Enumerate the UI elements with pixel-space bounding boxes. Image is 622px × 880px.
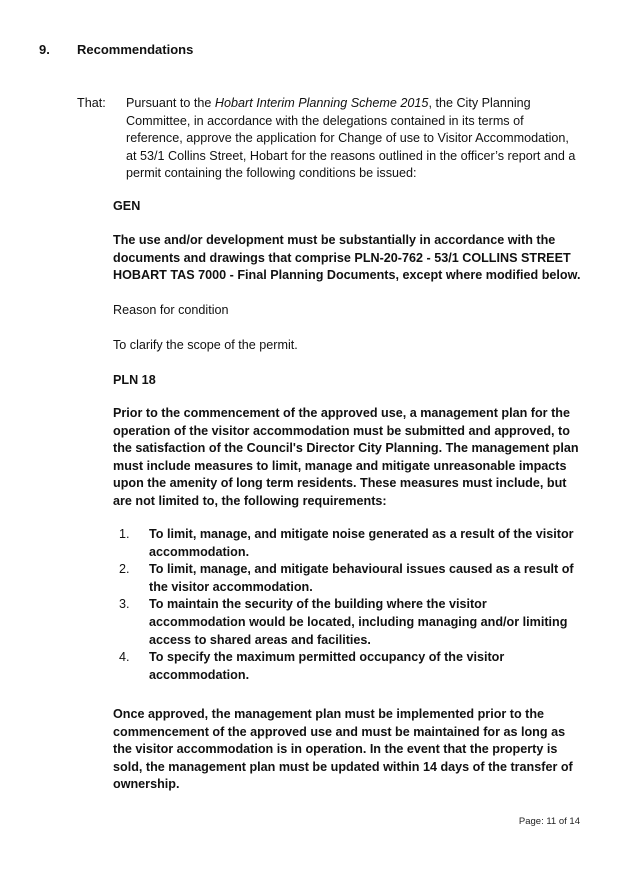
requirements-list [113,526,583,684]
list-item-number: 1. [119,527,130,541]
list-item-number: 2. [119,562,130,577]
condition-code-gen: GEN [113,199,141,213]
intro-after: , the City Planning Committee, in accordance with the delegations contained in its terms of reference, approve the application for Change of use to Visitor Accommodation, at 53/1 Collins Street, Hobart for the reasons outlined in the officer’s report and a permit containing the following conditions be issued: [126,96,576,181]
list-item-number: 3. [119,597,130,612]
list-item-text: To specify the maximum permitted occupancy of the visitor accommodation. [149,650,505,682]
intro-before: Pursuant to the [126,96,215,110]
list-item-text: To maintain the security of the building where the visitor accommodation would be located, including managing and/or limiting access to shared areas and facilities. [149,597,568,647]
condition-text-gen: The use and/or development must be substantially in accordance with the documents and drawings that comprise PLN-20-762 - 53/1 COLLINS STREET HOBART TAS 7000 - Final Planning Documents, except where modified below. [113,233,581,283]
list-item [113,649,583,684]
list-item [113,526,583,561]
motion-label: That: [77,96,106,110]
motion-intro [126,95,576,183]
list-item [113,561,583,596]
section-number: 9. [39,42,50,57]
closing-paragraph: Once approved, the management plan must be implemented prior to the commencement of the approved use and must be maintained for as long as the visitor accommodation is in operation. In the event that the property is sold, the management plan must be updated within 14 days of the transfer of ownership. [113,707,573,792]
list-item-number: 4. [119,650,130,665]
condition-code-pln18: PLN 18 [113,373,156,387]
condition-text-pln18: Prior to the commencement of the approved use, a management plan for the operation of the visitor accommodation must be submitted and approved, to the satisfaction of the Council's Director City Planning. The management plan must include measures to limit, manage and mitigate unreasonable impacts upon the amenity of long term residents. These measures must include, but are not limited to, the following requirements: [113,406,579,508]
reason-label: Reason for condition [113,303,229,317]
page-number: Page: 11 of 14 [518,816,580,827]
section-title: Recommendations [77,42,194,57]
list-item-text: To limit, manage, and mitigate behavioural issues caused as a result of the visitor accommodation. [149,562,574,594]
reason-text: To clarify the scope of the permit. [113,338,298,352]
planning-scheme-name: Hobart Interim Planning Scheme 2015 [214,96,429,110]
list-item [113,596,583,649]
list-item-text: To limit, manage, and mitigate noise generated as a result of the visitor accommodation. [149,527,574,559]
